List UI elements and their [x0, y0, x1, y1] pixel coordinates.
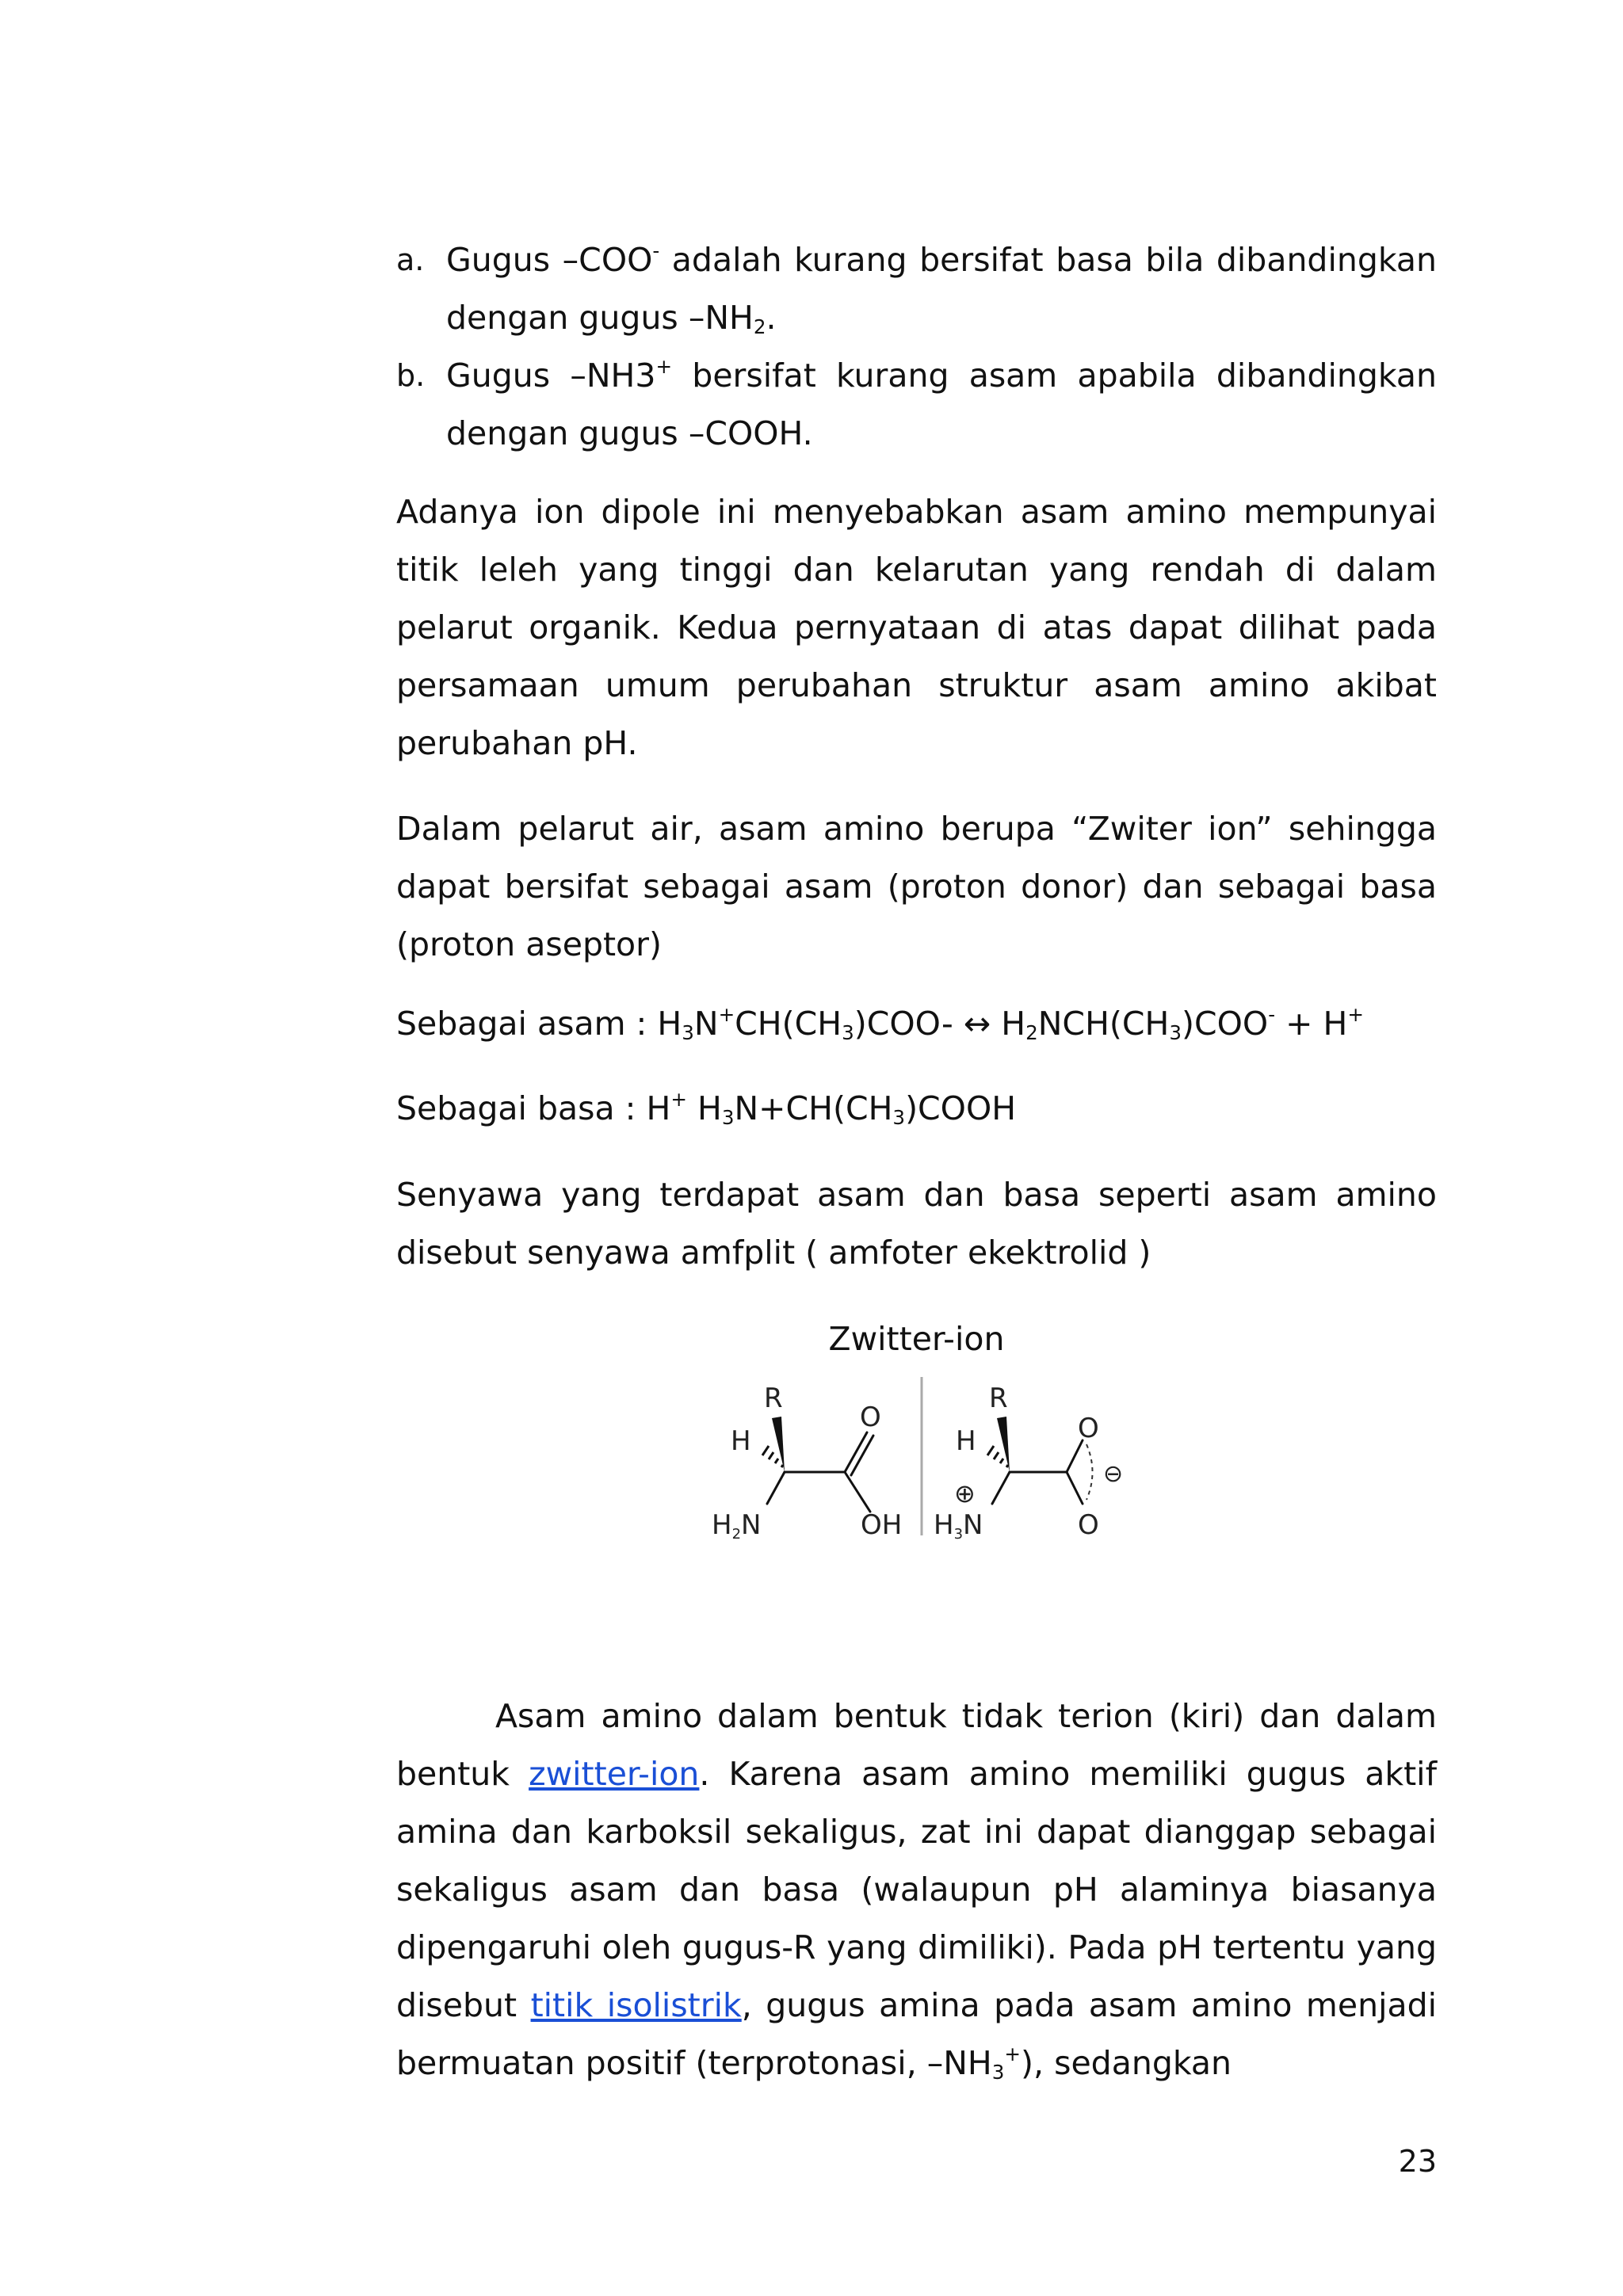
left-bond-c-oh [845, 1472, 870, 1512]
plus-charge-icon: ⊕ [954, 1478, 976, 1508]
right-bond-c-o-top [1067, 1440, 1083, 1472]
list-item-a: a. Gugus –COO- adalah kurang bersifat basa bila dibandingkan dengan gugus $-NH_2$. [396, 231, 1437, 347]
property-list [396, 231, 1437, 463]
right-bond-c-o-bottom [1067, 1472, 1083, 1504]
link-titik-isolistrik[interactable]: titik isolistrik [530, 1986, 742, 2024]
paragraph-ion-dipole: Adanya ion dipole ini menyebabkan asam amino mempunyai titik leleh yang tinggi dan kelarutan yang rendah di dalam pelarut organik. Kedua pernyataan di atas dapat dilihat pada persamaan umum perubahan struktur asam amino akibat perubahan pH. [396, 493, 1437, 762]
paragraph-amfoter: Senyawa yang terdapat asam dan basa seperti asam amino disebut senyawa amfplit ( amfoter ekektrolid ) [396, 1176, 1437, 1272]
paragraph-zwiter-ion: Dalam pelarut air, asam amino berupa “Zwiter ion” sehingga dapat bersifat sebagai asam (proton donor) dan sebagai basa (proton aseptor) [396, 810, 1437, 963]
right-label-o-bottom: O [1078, 1509, 1099, 1541]
right-label-r: R [989, 1383, 1008, 1414]
zwitter-ion-structure-figure [702, 1369, 1130, 1559]
list-item-b: b. Gugus –NH3+ bersifat kurang asam apabila dibandingkan dengan gugus –COOH. [396, 347, 1437, 463]
page-number: 23 [1398, 2144, 1437, 2179]
list-marker-a: a. [396, 242, 425, 277]
right-resonance-dash [1086, 1444, 1093, 1500]
left-label-o: O [860, 1402, 881, 1433]
left-label-h: H [731, 1425, 751, 1457]
right-wedge-bond [997, 1417, 1010, 1472]
left-bond-calpha-n [767, 1472, 785, 1504]
right-label-h: H [956, 1425, 976, 1457]
right-bond-calpha-n [992, 1472, 1010, 1504]
right-label-amine: H3N [934, 1509, 983, 1543]
left-label-r: R [764, 1383, 783, 1414]
right-label-o-top: O [1078, 1413, 1099, 1444]
left-label-amine: H2N [712, 1509, 762, 1543]
left-label-oh: OH [861, 1509, 903, 1541]
paragraph-zwitter-explanation: Asam amino dalam bentuk tidak terion (kiri) dan dalam bentuk zwitter-ion. Karena asam amino memiliki gugus aktif amina dan karboksil sekaligus, zat ini dapat dianggap sebagai sekaligus asam dan basa (walaupun pH alaminya biasanya dipengaruhi oleh gugus-R yang dimiliki). Pada pH tertentu yang disebut titik isolistrik, gugus amina pada asam amino menjadi bermuatan positif (terprotonasi, $-NH_3^+$), sedangkan [396, 1697, 1437, 2084]
list-marker-b: b. [396, 358, 426, 393]
link-zwitter-ion[interactable]: zwitter-ion [529, 1755, 700, 1793]
equation-acid: Sebagai asam : $H_3N^+CH(CH_3)COO-$ ↔ $H_2NCH(CH_3)COO^- + H^+$ [396, 1002, 1364, 1045]
equation-base: Sebagai basa : H+ $H_3N+CH(CH_3)COOH$ [396, 1087, 1017, 1130]
left-wedge-bond [772, 1417, 785, 1472]
minus-charge-icon: ⊖ [1103, 1460, 1124, 1488]
figure-caption: Zwitter-ion [828, 1320, 1005, 1358]
